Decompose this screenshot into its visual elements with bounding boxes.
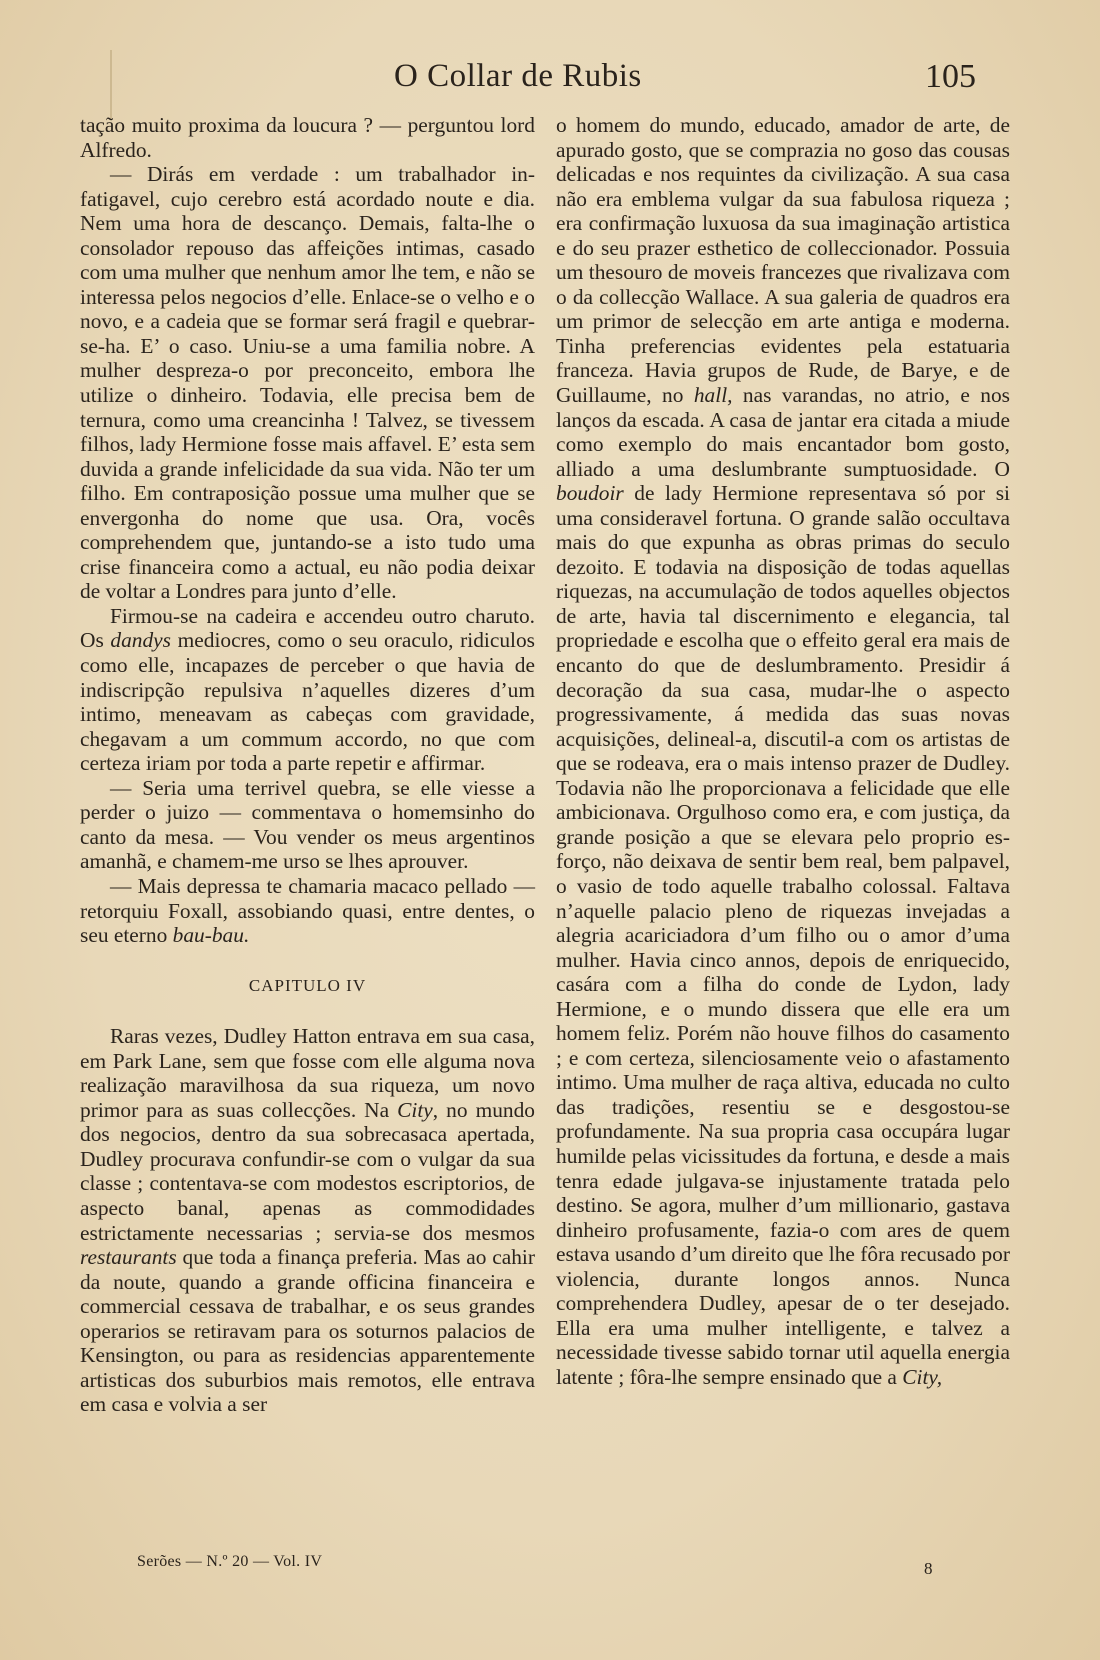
- italic-term: bau-bau.: [172, 923, 250, 948]
- right-column: [556, 113, 1010, 1389]
- text-run: nas varandas, no atrio, e nos lanços da escada. A casa de jantar era citada a miude como exemplo do mais encantador bom gosto, alliado a uma deslumbrante sumptuosidade. O: [556, 383, 1010, 481]
- italic-term: hall,: [693, 383, 733, 408]
- italic-term: City: [397, 1097, 433, 1122]
- paragraph: — Seria uma terrivel quebra, se elle viesse a perder o juizo — commentava o homemsinho do canto da mesa. — Vou vender os meus argentinos amanhã, e chamem-me urso se lhes aprouver.: [80, 775, 535, 874]
- text-run: o homem do mundo, educado, amador de arte, de apurado gosto, que se comprazia no goso das cousas delicadas e nos requintes da civilização. A sua casa não era emblema vulgar da sua fabulosa riqueza ; era confirmação luxuosa da sua imaginação artistica e do seu prazer esthetico de colleccionador. Possuia um thesouro de moveis francezes que rivalizava com o da collecção Wallace. A sua galeria de quadros era um primor de selecção em arte antiga e moderna. Tinha preferencias evidentes pela estatuaria franceza. Havia grupos de Rude, de Barye, e de Guillaume, no: [556, 113, 1010, 408]
- italic-term: restaurants: [80, 1245, 177, 1270]
- text-run: — Mais depressa te chamaria macaco pellado — retorquiu Foxall, assobiando quasi, entre dentes, o seu eterno: [80, 873, 535, 948]
- chapter-heading: CAPITULO IV: [248, 975, 367, 995]
- gathering-mark: 8: [924, 1559, 933, 1578]
- italic-term: boudoir: [556, 481, 624, 506]
- text-run: Raras vezes, Dudley Hatton entrava em sua casa, em Park Lane, sem que fosse com elle alguma nova realização maravilhosa da sua riqueza, um novo primor para as suas collecções. Na: [80, 1024, 535, 1122]
- left-column: [80, 113, 535, 1417]
- journal-signature: Serões — N.º 20 — Vol. IV: [137, 1553, 323, 1570]
- paragraph: [80, 1024, 535, 1417]
- page-number: 105: [925, 58, 976, 95]
- text-run: mediocres, como o seu oraculo, ridiculos como elle, incapazes de perceber o que havia de indiscripção repulsiva n’aquelles dizeres d’um intimo, meneavam as cabeças com gravidade, chegavam a um commum accordo, no que com certeza iriam por toda a parte repetir e affirmar.: [80, 628, 535, 776]
- paragraph: [80, 874, 535, 948]
- text-run: que toda a finança preferia. Mas ao cahir da noute, quando a grande officina financeira e commercial cessava de trabalhar, e os seus grandes operarios se retiravam para os soturnos palacios de Kensington, ou para as residencias apparentemente artisticas dos suburbios mais remotos, elle entrava em casa e volvia a ser: [80, 1245, 535, 1417]
- paragraph: [80, 604, 535, 776]
- paragraph: — Dirás em verdade : um trabalhador infatigavel, cujo cerebro está acordado noute e dia. Nem uma hora de descanço. Demais, falta-lhe o consolador repouso das affeições intimas, casado com uma mulher que nenhum amor lhe tem, e não se interessa pelos negocios d’elle. Enlace-se o velho e o novo, e a cadeia que se formar será fragil e quebrar-se-ha. E’ o caso. Uniu-se a uma familia nobre. A mulher despreza-o por preconceito, embora lhe utilize o dinheiro. Todavia, elle precisa bem de ternura, como uma creancinha ! Talvez, se tivessem filhos, lady Hermione fosse mais affavel. E’ esta sem duvida a grande infelicidade da sua vida. Não ter um filho. Em contraposição possue uma mulher que se envergonha do nome que usa. Ora, vocês comprehendem que, juntando-se a isto tudo uma crise financeira como a actual, eu não podia deixar de voltar a Londres para junto d’elle.: [80, 162, 535, 604]
- page-header: [0, 58, 1100, 106]
- text-run: Firmou-se na cadeira e accendeu outro charuto. Os: [80, 603, 535, 653]
- text-run: de lady Hermione representava só por si uma consideravel fortuna. O grande salão occultava mais do que expunha as obras primas do seculo dezoito. E todavia na disposição de todas aquellas riquezas, na accumulação de todos aquelles objectos de arte, havia tal discernimento e elegancia, tal propriedade e escolha que o effeito geral era mais de encanto do que de deslumbramento. Presidir á decoração da sua casa, mudar-lhe o aspecto progressivamente, á medida das suas novas acquisições, delineal-a, discutil-a com os artistas de que se rodeava, era o mais intenso prazer de Dudley. Todavia não lhe proporcionava a felicidade que elle ambicionava. Orgulhoso como era, e com justiça, da grande posição a que se elevara pelo proprio esforço, não deixava de sentir bem real, bem palpavel, o vasio de todo aquelle trabalho colossal. Faltava n’aquelle palacio pleno de riquezas invejadas a alegria acariciadora d’um filho ou o amor d’uma mulher. Havia cinco annos, depois de enriquecido, casára com a filha do conde de Lydon, lady Hermione, e o mundo dissera que elle era um homem feliz. Porém não houve filhos do casamento ; e com certeza, silenciosamente veio o afastamento intimo. Uma mulher de raça altiva, educada no culto das tradições, resentiu se e desgostou-se profundamente. Na sua propria casa occupára lugar humilde pelas vicissitudes da fortuna, e desde a mais tenra edade julgava-se injustamente tratada pelo destino. Se agora, mulher d’um millionario, gastava dinheiro profusamente, fazia-o com ares de quem estava usando d’um direito que lhe fôra recusado por violencia, durante longos annos. Nunca comprehendera Dudley, apesar de o ter desejado. Ella era uma mulher intelligente, e talvez a necessidade tivesse sabido tornar util aquella energia latente ; fôra-lhe sempre ensinado que a: [556, 481, 1010, 1389]
- italic-term: dandys: [110, 628, 171, 653]
- italic-term: City,: [902, 1364, 943, 1389]
- paragraph: tação muito proxima da loucura ? — perguntou lord Alfredo.: [80, 113, 535, 162]
- running-title: O Collar de Rubis: [394, 58, 642, 94]
- paragraph: [556, 113, 1010, 1389]
- text-run: , no mundo dos negocios, dentro da sua sobrecasaca apertada, Dudley procurava confundir-se com o vulgar da sua classe ; contentava-se com modestos escriptorios, de aspecto banal, apenas as commodidades estrictamente necessarias ; servia-se dos mesmos: [80, 1097, 535, 1245]
